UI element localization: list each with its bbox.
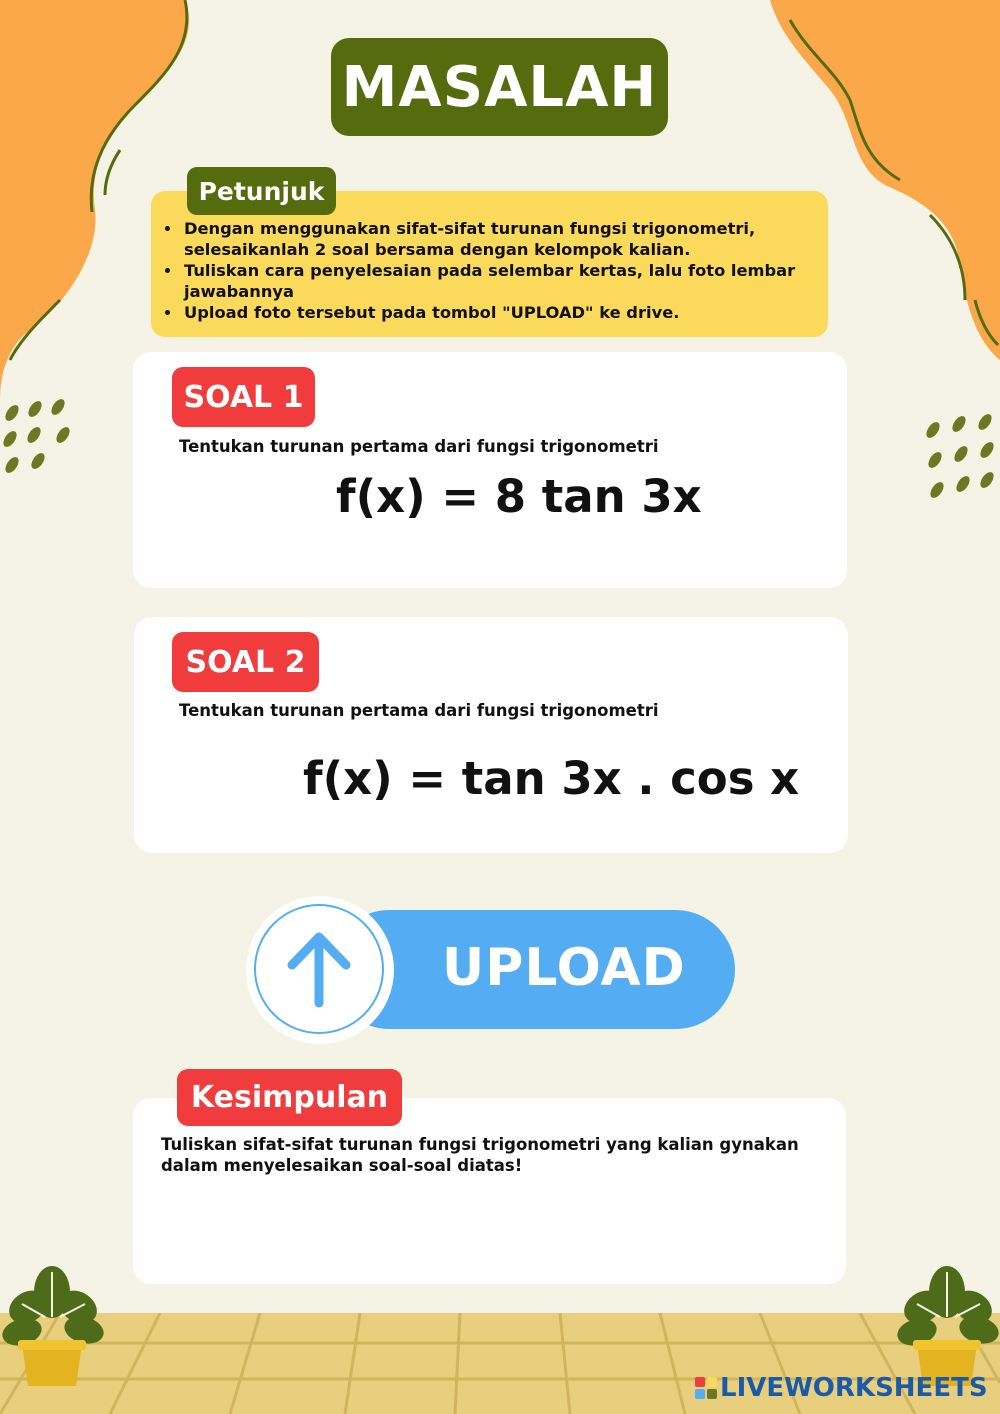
question-1-label: SOAL 1	[172, 367, 315, 427]
instructions-list	[162, 218, 837, 323]
upload-button-label[interactable]: UPLOAD	[442, 938, 686, 998]
watermark-text: LIVEWORKSHEETS	[720, 1373, 988, 1403]
upload-icon-ring[interactable]	[254, 904, 384, 1034]
instruction-item: • Dengan menggunakan sifat-sifat turunan fungsi trigonometri, selesaikanlah 2 soal bersama dengan kelompok kalian.	[182, 218, 837, 260]
liveworksheets-logo-icon	[695, 1377, 717, 1399]
leaf-dots-left	[0, 395, 90, 485]
potted-plant-right	[895, 1262, 1000, 1387]
liveworksheets-watermark	[695, 1373, 988, 1403]
leaf-dots-right	[915, 410, 1000, 520]
potted-plant-left	[0, 1262, 105, 1387]
arrow-up-icon[interactable]	[284, 929, 354, 1009]
instructions-label: Petunjuk	[187, 167, 336, 215]
conclusion-label: Kesimpulan	[177, 1069, 402, 1126]
instruction-item: • Tuliskan cara penyelesaian pada selembar kertas, lalu foto lembar jawabannya	[182, 260, 837, 302]
question-1-instruction: Tentukan turunan pertama dari fungsi trigonometri	[179, 437, 659, 456]
question-1-formula: f(x) = 8 tan 3x	[336, 470, 702, 523]
page-title: MASALAH	[331, 38, 668, 136]
instruction-item: • Upload foto tersebut pada tombol "UPLOAD" ke drive.	[182, 302, 837, 323]
conclusion-prompt: Tuliskan sifat-sifat turunan fungsi trigonometri yang kalian gynakan dalam menyelesaikan soal-soal diatas!	[161, 1135, 799, 1175]
question-2-instruction: Tentukan turunan pertama dari fungsi trigonometri	[179, 701, 659, 720]
question-2-formula: f(x) = tan 3x . cos x	[303, 752, 800, 805]
question-2-label: SOAL 2	[172, 632, 319, 692]
